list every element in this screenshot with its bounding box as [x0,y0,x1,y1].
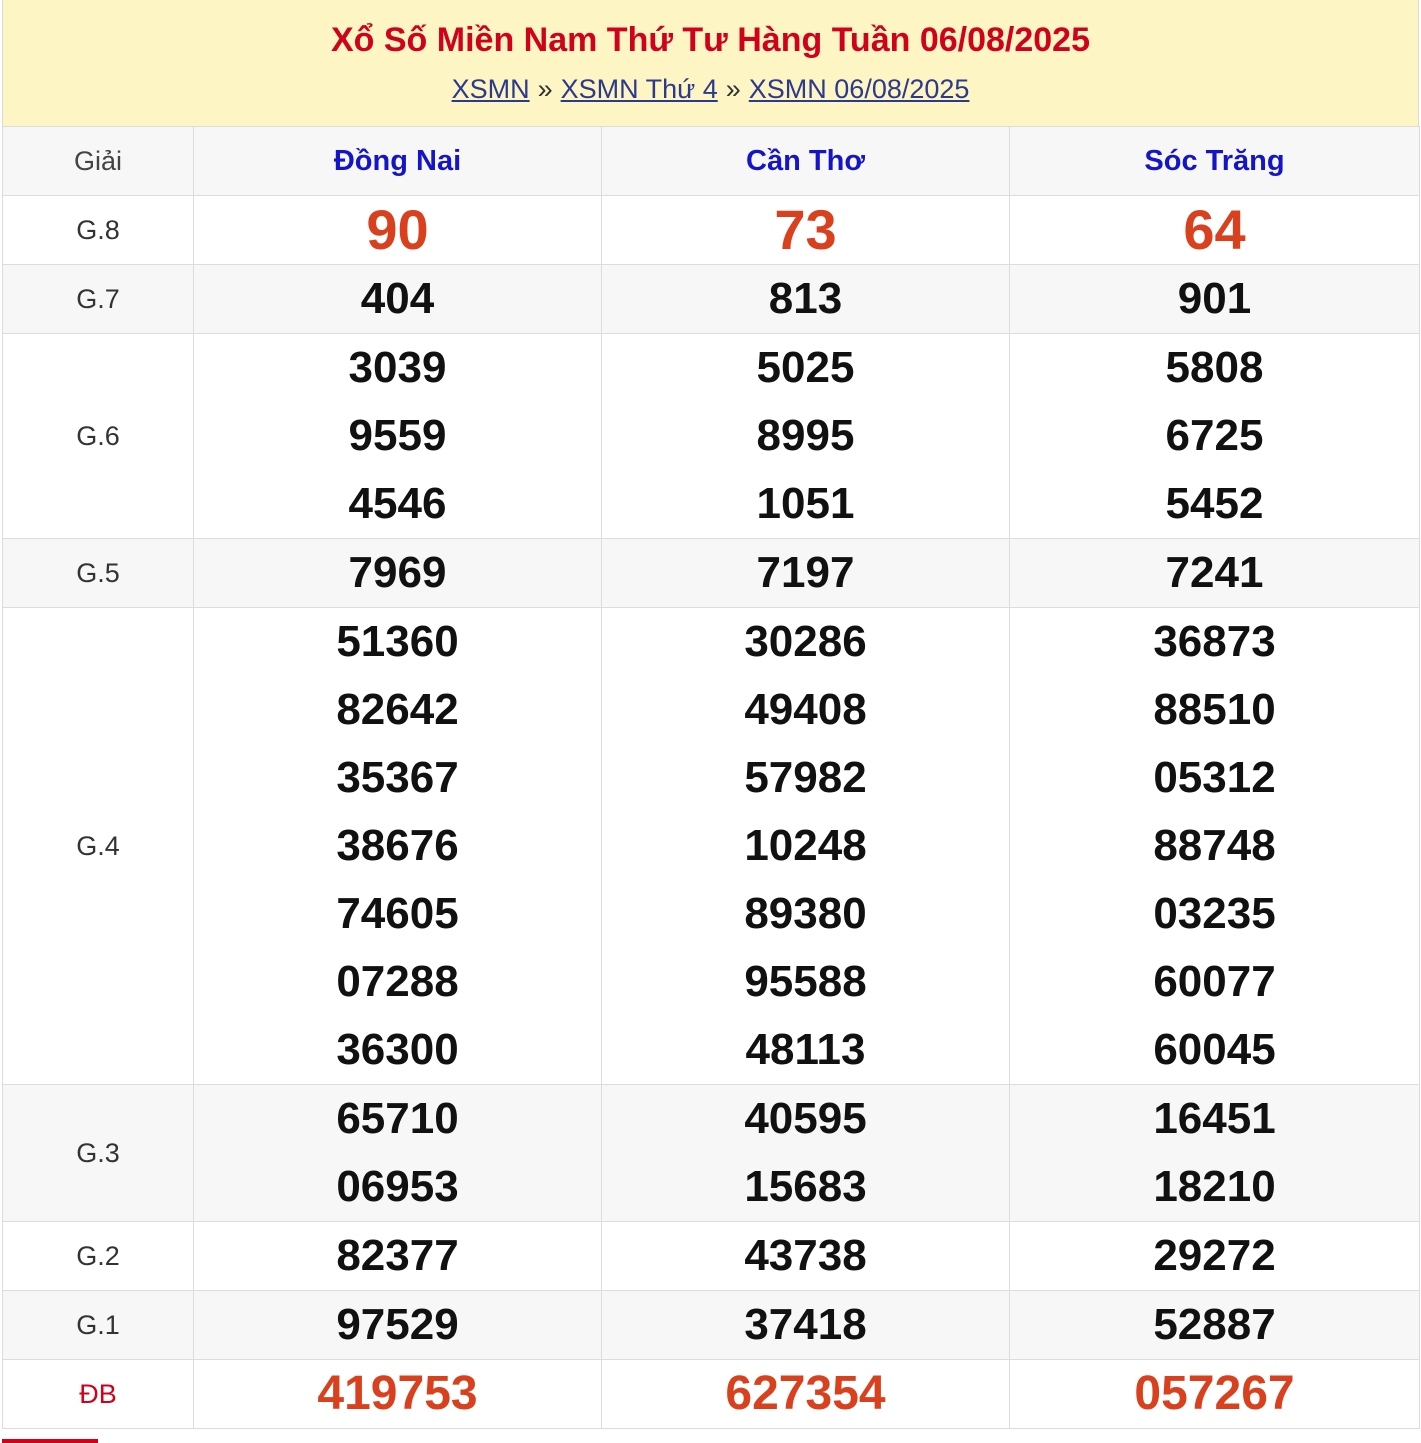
prize-number: 60045 [1153,1025,1276,1074]
prize-label: ĐB [3,1360,194,1429]
prize-cell [194,265,602,334]
prize-number: 36873 [1153,617,1276,666]
prize-cell [602,1222,1010,1291]
prize-number: 65710 [336,1094,459,1143]
prize-number: 95588 [744,957,867,1006]
prize-number: 16451 [1153,1094,1276,1143]
breadcrumb [3,72,1418,106]
prize-number: 627354 [725,1367,886,1420]
prize-cell [602,1291,1010,1360]
prize-cell [602,1360,1010,1429]
prize-cell [194,608,602,1085]
province-header: Đồng Nai [194,127,602,196]
prize-cell [1010,1360,1420,1429]
results-table [2,126,1420,1429]
prize-number: 37418 [744,1300,867,1349]
page-title: Xổ Số Miền Nam Thứ Tư Hàng Tuần 06/08/2025 [330,21,1090,59]
prize-number: 6725 [1165,411,1264,460]
prize-number: 51360 [336,617,459,666]
prize-number: 5452 [1165,479,1264,528]
prize-number: 38676 [336,821,459,870]
prize-number: 05312 [1153,753,1276,802]
prize-number: 73 [774,198,837,261]
province-header: Sóc Trăng [1010,127,1420,196]
table-row [3,334,1420,539]
prize-number: 40595 [744,1094,867,1143]
breadcrumb-separator: » [537,74,553,104]
prize-number: 29272 [1153,1231,1276,1280]
prize-number: 5808 [1165,343,1264,392]
prize-number: 88510 [1153,685,1276,734]
table-row [3,1291,1420,1360]
prize-label: G.2 [3,1222,194,1291]
table-header-row [3,127,1420,196]
prize-cell [1010,1291,1420,1360]
prize-number: 7969 [348,548,447,597]
prize-number: 60077 [1153,957,1276,1006]
prize-number: 813 [768,274,843,323]
province-header: Cần Thơ [602,127,1010,196]
prize-column-header: Giải [3,127,194,196]
table-row [3,1222,1420,1291]
prize-cell [194,1291,602,1360]
prize-number: 3039 [348,343,447,392]
prize-number: 52887 [1153,1300,1276,1349]
prize-cell [194,196,602,265]
prize-number: 8995 [756,411,855,460]
footer-accent-bar [2,1439,98,1443]
prize-label: G.8 [3,196,194,265]
prize-number: 89380 [744,889,867,938]
breadcrumb-link-xsmn-date[interactable]: XSMN 06/08/2025 [748,74,970,104]
prize-number: 36300 [336,1025,459,1074]
prize-number: 4546 [348,479,447,528]
prize-number: 10248 [744,821,867,870]
prize-number: 57982 [744,753,867,802]
table-row [3,196,1420,265]
prize-cell [194,334,602,539]
prize-label: G.6 [3,334,194,539]
prize-number: 64 [1183,198,1246,261]
prize-number: 9559 [348,411,447,460]
prize-number: 1051 [756,479,855,528]
prize-number: 7197 [756,548,855,597]
prize-number: 49408 [744,685,867,734]
table-row [3,265,1420,334]
prize-cell [1010,539,1420,608]
prize-number: 03235 [1153,889,1276,938]
table-row [3,539,1420,608]
prize-number: 43738 [744,1231,867,1280]
prize-number: 88748 [1153,821,1276,870]
prize-label: G.7 [3,265,194,334]
prize-number: 74605 [336,889,459,938]
results-panel [2,0,1419,1429]
prize-number: 18210 [1153,1162,1276,1211]
prize-label: G.4 [3,608,194,1085]
breadcrumb-link-xsmn-thu-4[interactable]: XSMN Thứ 4 [560,74,718,104]
prize-cell [194,539,602,608]
prize-cell [602,539,1010,608]
prize-number: 82642 [336,685,459,734]
table-row [3,1085,1420,1222]
prize-number: 06953 [336,1162,459,1211]
prize-number: 7241 [1165,548,1264,597]
prize-number: 48113 [745,1025,866,1074]
prize-label: G.1 [3,1291,194,1360]
prize-number: 404 [360,274,435,323]
prize-cell [1010,334,1420,539]
prize-number: 419753 [317,1367,478,1420]
prize-number: 5025 [756,343,855,392]
results-header [2,0,1419,126]
prize-number: 35367 [336,753,459,802]
prize-number: 90 [366,198,429,261]
prize-cell [194,1085,602,1222]
prize-number: 30286 [744,617,867,666]
prize-cell [602,265,1010,334]
prize-cell [1010,1085,1420,1222]
prize-cell [602,608,1010,1085]
prize-cell [602,196,1010,265]
prize-number: 901 [1177,274,1252,323]
prize-label: G.5 [3,539,194,608]
prize-cell [194,1360,602,1429]
breadcrumb-link-xsmn[interactable]: XSMN [451,74,530,104]
prize-label: G.3 [3,1085,194,1222]
prize-cell [1010,1222,1420,1291]
prize-cell [194,1222,602,1291]
prize-number: 057267 [1134,1367,1295,1420]
prize-number: 15683 [744,1162,867,1211]
table-row [3,1360,1420,1429]
prize-cell [602,1085,1010,1222]
prize-cell [1010,608,1420,1085]
prize-cell [1010,265,1420,334]
prize-number: 82377 [336,1231,459,1280]
table-row [3,608,1420,1085]
breadcrumb-separator: » [725,74,741,104]
results-body [3,196,1420,1429]
prize-number: 07288 [336,957,459,1006]
prize-cell [602,334,1010,539]
prize-cell [1010,196,1420,265]
prize-number: 97529 [336,1300,459,1349]
